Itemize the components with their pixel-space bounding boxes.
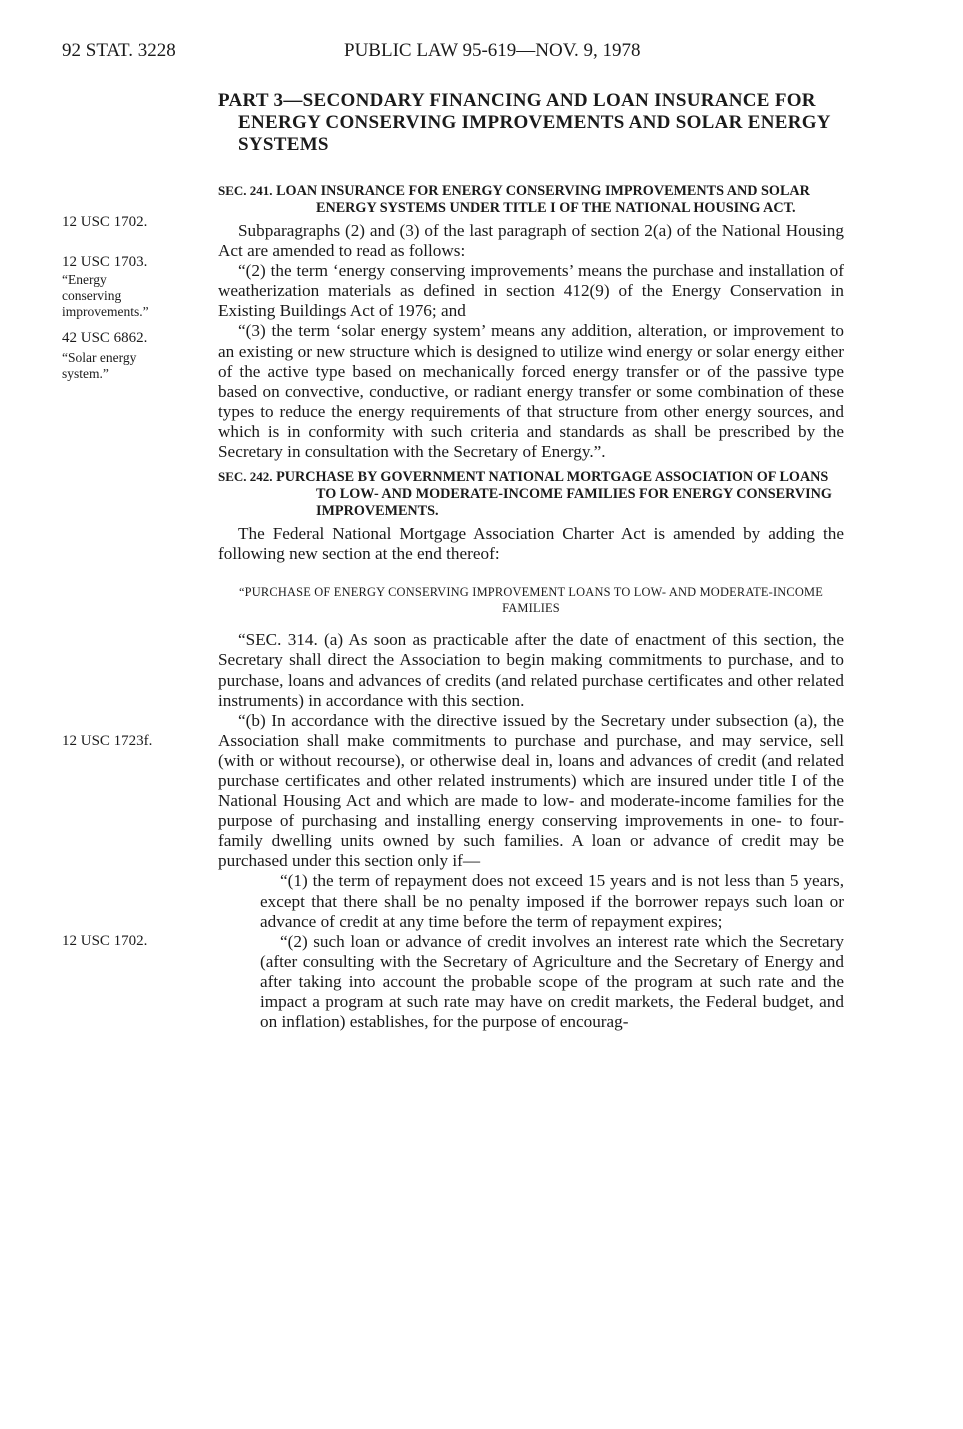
- section-242-paragraph: The Federal National Mortgage Association Charter Act is amended by adding the following new section at the end thereof:: [218, 524, 844, 564]
- margin-note-definition: improvements.”: [62, 304, 149, 319]
- margin-note-definition: “Solar energy: [62, 350, 137, 365]
- margin-note-usc: 12 USC 1723f.: [62, 733, 153, 749]
- margin-note-definition: conserving: [62, 288, 122, 303]
- subsection-b: “(b) In accordance with the directive issued by the Secretary under subsection (a), the Association shall make commitments to purchase and purchase, and may service, sell (with or without recourse), or otherwise deal in, loans and advances of credit (and related purchase certificates and other related instruments) which are insured under title I of the National Housing Act and which are made to low- and moderate-income families for the purpose of purchasing and installing energy conserving improvements in one- to four-family dwelling units owned by such families. A loan or advance of credit may be purchased under this section only if—: [218, 710, 844, 871]
- subsection-a: “SEC. 314. (a) As soon as practicable after the date of enactment of this section, the Secretary shall direct the Association to begin making commitments to purchase, and to purchase, loans and advances of credits (and related purchase certificates and other related instruments) in accordance with this section.: [218, 630, 844, 710]
- definition-solar-energy-system: “(3) the term ‘solar energy system’ means any addition, alteration, or improvement to an existing or new structure which is designed to utilize wind energy or solar energy either of the active type based on mechanically forced energy transfer or of the passive type based on convective, conductive, or radiant energy transfer or some combination of these types to reduce the energy requirements of that structure from other energy sources, and which is in conformity with such criteria and standards as shall be prescribed by the Secretary in consultation with the Secretary of Energy.”.: [218, 321, 844, 462]
- page-header: [62, 40, 843, 68]
- section-title: PURCHASE BY GOVERNMENT NATIONAL MORTGAGE ASSOCIATION OF LOANS TO LOW- AND MODERATE-INCOME FAMILIES FOR ENERGY CONSERVING IMPROVEMENTS.: [276, 469, 832, 520]
- section-241-heading: [218, 182, 844, 217]
- margin-note-definition: “Energy: [62, 272, 107, 287]
- margin-note-usc: 12 USC 1702.: [62, 214, 148, 230]
- margin-note-usc: 12 USC 1702.: [62, 933, 148, 949]
- section-title: LOAN INSURANCE FOR ENERGY CONSERVING IMPROVEMENTS AND SOLAR ENERGY SYSTEMS UNDER TITLE I OF THE NATIONAL HOUSING ACT.: [276, 183, 810, 216]
- section-241-paragraph: Subparagraphs (2) and (3) of the last paragraph of section 2(a) of the National Housing Act are amended to read as follows:: [218, 221, 844, 261]
- stat-page-number: 92 STAT. 3228: [62, 40, 176, 61]
- clause-2: “(2) such loan or advance of credit involves an interest rate which the Secretary (after consulting with the Secretary of Agriculture and the Secretary of Energy and after taking into account the probable scope of the program at such rate and the impact a program at such rate may have on credit markets, the Federal budget, and on inflation) establishes, for the purpose of encourag-: [260, 931, 844, 1032]
- clause-1: “(1) the term of repayment does not exceed 15 years and is not less than 5 years, except that there shall be no penalty imposed if the borrower repays such loan or advance of credit at any time before the term of repayment expires;: [260, 871, 844, 931]
- public-law-citation: PUBLIC LAW 95-619—NOV. 9, 1978: [344, 40, 641, 61]
- definition-energy-conserving: “(2) the term ‘energy conserving improvements’ means the purchase and installation of weatherization materials as defined in section 412(9) of the Energy Conservation in Existing Buildings Act of 1976; and: [218, 261, 844, 321]
- section-number: SEC. 242.: [218, 469, 273, 485]
- section-242-heading: [218, 468, 844, 520]
- statute-body: [218, 90, 844, 1032]
- part-title: PART 3—SECONDARY FINANCING AND LOAN INSURANCE FOR ENERGY CONSERVING IMPROVEMENTS AND SOLAR ENERGY SYSTEMS: [218, 90, 831, 155]
- section-number: SEC. 241.: [218, 183, 273, 198]
- new-section-heading: “PURCHASE OF ENERGY CONSERVING IMPROVEMENT LOANS TO LOW- AND MODERATE-INCOME FAMILIES: [238, 585, 824, 616]
- margin-note-usc: 42 USC 6862.: [62, 330, 148, 346]
- margin-note-definition: system.”: [62, 366, 109, 381]
- margin-note-usc: 12 USC 1703.: [62, 254, 148, 270]
